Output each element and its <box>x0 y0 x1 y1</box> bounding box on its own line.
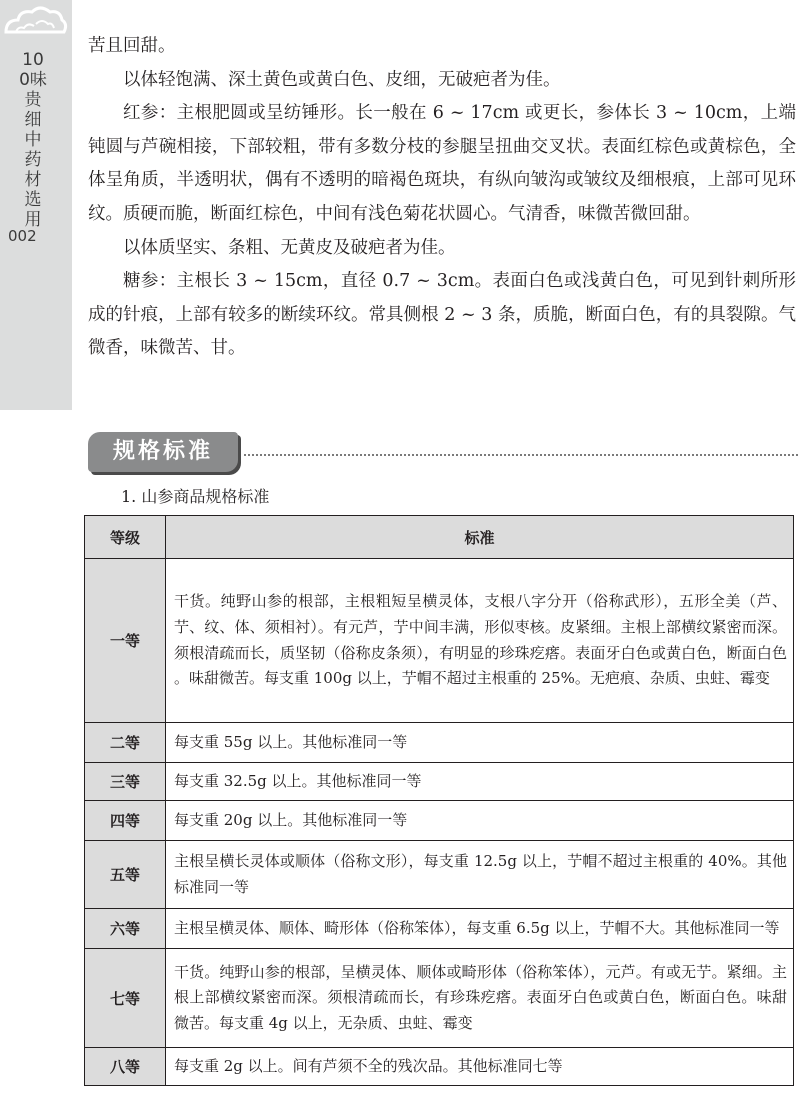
table-row <box>85 841 794 909</box>
dotted-divider <box>244 454 798 456</box>
header-standard: 标准 <box>166 516 794 559</box>
standard-cell: 每支重 20g 以上。其他标准同一等 <box>166 801 794 841</box>
paragraph: 苦且回甜。 <box>88 36 176 56</box>
body-text <box>88 30 796 366</box>
grade-cell: 六等 <box>85 909 166 949</box>
standard-cell: 主根呈横灵体、顺体、畸形体（俗称笨体），每支重 6.5g 以上，艼帽不大。其他标准同一等 <box>166 909 794 949</box>
standard-cell: 干货。纯野山参的根部，呈横灵体、顺体或畸形体（俗称笨体），元芦。有或无艼。紧细。主根上部横纹紧密而深。须根清疏而长，有珍珠疙瘩。表面牙白色或黄白色，断面白色。味甜微苦。每支重 4g 以上，无杂质、虫蛀、霉变 <box>166 949 794 1048</box>
table-row <box>85 801 794 841</box>
standard-cell: 干货。纯野山参的根部，主根粗短呈横灵体，支根八字分开（俗称武形），五形全美（芦、艼、纹、体、须相衬）。有元芦，艼中间丰满，形似枣核。皮紧细。主根上部横纹紧密而深。须根清疏而长，质坚韧（俗称皮条须），有明显的珍珠疙瘩。表面牙白色或黄白色，断面白色 。味甜微苦。每支重 100g 以上，艼帽不超过主根重的 25%。无疤痕、杂质、虫蛀、霉变 <box>166 559 794 723</box>
table-row <box>85 763 794 801</box>
table-row <box>85 1048 794 1086</box>
standard-cell: 每支重 55g 以上。其他标准同一等 <box>166 723 794 763</box>
page-number: 002 <box>8 227 37 245</box>
table-row <box>85 559 794 723</box>
paragraph: 以体质坚实、条粗、无黄皮及破疤者为佳。 <box>123 237 456 258</box>
section-badge <box>88 432 238 472</box>
sidebar-strip <box>0 0 72 410</box>
standard-cell: 每支重 2g 以上。间有芦须不全的残次品。其他标准同七等 <box>166 1048 794 1086</box>
standard-cell: 每支重 32.5g 以上。其他标准同一等 <box>166 763 794 801</box>
grade-cell: 八等 <box>85 1048 166 1086</box>
spec-table <box>84 515 794 1086</box>
table-caption: 1. 山参商品规格标准 <box>121 487 270 506</box>
paragraph: 糖参：主根长 3 ~ 15cm，直径 0.7 ~ 3cm。表面白色或浅黄白色，可见到针刺所形成的针痕，上部有较多的断续环纹。常具侧根 2 ~ 3 条，质脆，断面白色，有的具裂隙。气微香，味微苦、甘。 <box>88 271 796 359</box>
grade-cell: 一等 <box>85 559 166 723</box>
grade-cell: 二等 <box>85 723 166 763</box>
section-heading <box>88 432 798 476</box>
table-row <box>85 909 794 949</box>
paragraph: 以体轻饱满、深土黄色或黄白色、皮细，无破疤者为佳。 <box>123 69 561 90</box>
table-row <box>85 949 794 1048</box>
section-title: 规格标准 <box>112 439 213 464</box>
grade-cell: 三等 <box>85 763 166 801</box>
grade-cell: 七等 <box>85 949 166 1048</box>
table-row <box>85 723 794 763</box>
standard-cell: 主根呈横长灵体或顺体（俗称文形），每支重 12.5g 以上，艼帽不超过主根重的 40%。其他标准同一等 <box>166 841 794 909</box>
header-grade: 等级 <box>85 516 166 559</box>
paragraph: 红参：主根肥圆或呈纺锤形。长一般在 6 ~ 17cm 或更长，参体长 3 ~ 10cm，上端钝圆与芦碗相接，下部较粗，带有多数分枝的参腿呈扭曲交叉状。表面红棕色或黄棕色，全体呈角质，半透明状，偶有不透明的暗褐色斑块，有纵向皱沟或皱纹及细根痕，上部可见环纹。质硬而脆，断面红棕色，中间有浅色菊花状圆心。气清香，味微苦微回甜。 <box>88 103 796 224</box>
cloud-scroll-icon <box>2 2 68 42</box>
grade-cell: 五等 <box>85 841 166 909</box>
grade-cell: 四等 <box>85 801 166 841</box>
book-title: 100味贵细中药材选用 <box>19 50 47 230</box>
table-header-row <box>85 516 794 559</box>
